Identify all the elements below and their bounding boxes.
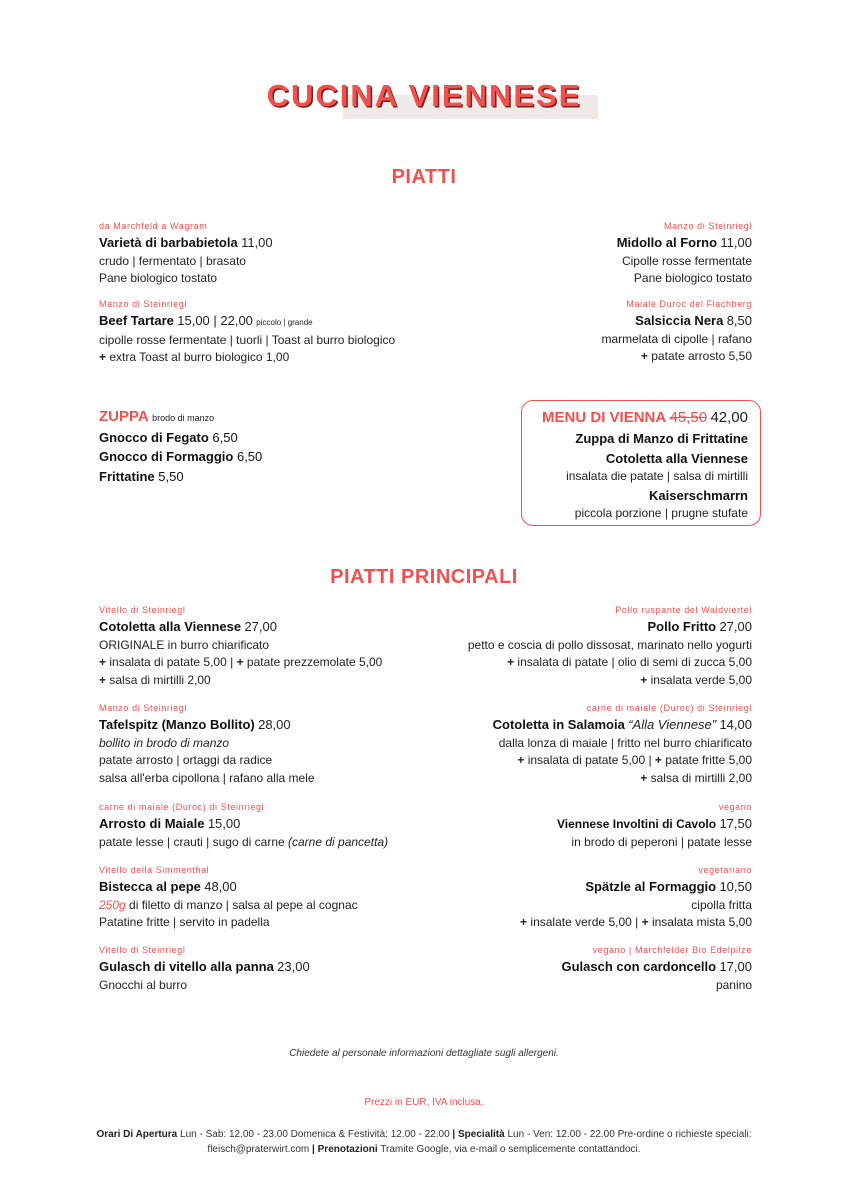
menu-course: Cotoletta alla Viennese [605, 450, 748, 466]
dish-category: Manzo di Steinriegl [99, 703, 187, 713]
dish-description: bollito in brodo di manzo [99, 735, 230, 750]
dish-bistecca [99, 864, 429, 932]
dish-category: Maiale Duroc del Flachberg [626, 299, 752, 309]
dish-side: patate arrosto | ortaggi da radice [99, 753, 273, 767]
dish-name: Beef Tartare [99, 313, 174, 328]
dish-price: 23,00 [277, 959, 310, 974]
dish-price: 28,00 [258, 717, 291, 732]
dish-name: Gulasch di vitello alla panna [99, 959, 274, 974]
dish-extra-text: insalata verde 5,00 [647, 672, 752, 687]
dish-category: Vitello di Steinriegl [99, 605, 186, 615]
plus-icon: + [99, 655, 107, 669]
dish-spaetzle [422, 864, 752, 932]
menu-new-price: 42,00 [710, 409, 748, 426]
dish-description: patate lesse | crauti | sugo di carne [99, 834, 289, 849]
plus-icon: + [654, 753, 662, 767]
dish-involtini [422, 801, 752, 851]
dish-side: Gnocchi al burro [99, 977, 188, 992]
dish-price: 11,00 [241, 235, 273, 250]
dish-extra-text: insalata mista 5,00 [648, 915, 752, 929]
dish-extra-text: insalata di patate | olio di semi di zucca 5,00 [514, 655, 752, 669]
dish-category: da Marchfeld a Wagram [99, 221, 208, 231]
separator: | [312, 1144, 315, 1155]
zuppa-item-name: Gnocco di Fegato [99, 429, 209, 445]
dish-barbabietola [99, 220, 429, 288]
dish-category: Vitello della Simmenthal [99, 865, 210, 875]
dish-side: salsa all'erba cipollona | rafano alla mele [99, 770, 315, 785]
plus-icon: + [640, 672, 648, 687]
menu-course: Zuppa di Manzo di Frittatine [575, 431, 748, 446]
zuppa-item-name: Frittatine [99, 468, 155, 484]
dish-description-note: (carne di pancetta) [288, 834, 389, 849]
plus-icon: + [517, 753, 525, 767]
dish-extra-text: insalate verde 5,00 | [527, 915, 642, 929]
zuppa-item-name: Gnocco di Formaggio [99, 449, 234, 464]
dish-price: 15,00 | 22,00 [177, 313, 253, 328]
dish-category: carne di maiale (Duroc) di Steinriegl [99, 802, 265, 812]
dish-description: di filetto di manzo | salsa al pepe al cognac [125, 897, 358, 912]
zuppa-item-price: 6,50 [236, 449, 263, 464]
section-heading-piatti: PIATTI [391, 166, 457, 188]
dish-name-style: “Alla Viennese” [628, 717, 717, 732]
dish-description: petto e coscia di pollo dissosat, marinato nello yogurti [467, 637, 752, 652]
dish-price: 10,50 [719, 879, 752, 894]
dish-description: marmelata di cipolle | rafano [601, 331, 752, 346]
dish-category: Manzo di Steinriegl [99, 299, 187, 309]
dish-extra-text: salsa di mirtilli 2,00 [106, 672, 211, 687]
dish-extra [99, 349, 439, 367]
menu-di-vienna-box [521, 400, 761, 526]
dish-name: Gulasch con cardoncello [561, 959, 717, 974]
dish-extra-text: insalata di patate 5,00 | [106, 655, 237, 669]
dish-gulasch-vitello [99, 944, 429, 994]
menu-course-description: insalata die patate | salsa di mirtilli [566, 469, 748, 483]
dish-gulasch-cardoncello [422, 944, 752, 994]
dish-side: panino [715, 977, 752, 992]
prenotazioni-label: Prenotazioni [314, 1144, 378, 1155]
dish-category: Pollo ruspante del Waldviertel [615, 605, 752, 615]
dish-salsiccia [422, 298, 752, 366]
zuppa-item-price: 5,50 [158, 468, 184, 484]
dish-description: in brodo di peperoni | patate lesse [571, 834, 752, 849]
email-link[interactable]: fleisch@praterwirt.com [207, 1144, 313, 1155]
dish-name: Pollo Fritto [647, 619, 717, 634]
dish-description: ORIGINALE in burro chiarificato [99, 637, 270, 652]
dish-extra-text: patate fritte 5,00 [661, 753, 752, 767]
prices-note: Prezzi in EUR, IVA inclusa. [364, 1097, 484, 1108]
dish-midollo [422, 220, 752, 288]
dish-price: 48,00 [204, 879, 237, 894]
plus-icon: + [99, 350, 107, 364]
dish-name: Arrosto di Maiale [99, 816, 205, 831]
dish-extra-text: patate arrosto 5,50 [647, 349, 752, 363]
dish-side: Pane biologico tostato [99, 271, 218, 285]
dish-description: dalla lonza di maiale | fritto nel burro chiarificato [498, 735, 752, 750]
dish-beef-tartare [99, 298, 439, 367]
section-heading-principali: PIATTI PRINCIPALI [330, 566, 518, 588]
plus-icon: + [641, 915, 649, 929]
plus-icon: + [640, 349, 648, 363]
dish-size-note: piccolo | grande [256, 318, 313, 327]
allergen-note: Chiedete al personale informazioni dettagliate sugli allergeni. [289, 1048, 559, 1059]
dish-price: 17,50 [719, 816, 752, 831]
dish-price: 15,00 [207, 816, 241, 831]
dish-name: Midollo al Forno [616, 235, 718, 250]
dish-description: Cipolle rosse fermentate [621, 253, 752, 268]
dish-extra-text: patate prezzemolate 5,00 [243, 655, 383, 669]
dish-cotoletta-salamoia [402, 702, 752, 787]
dish-name: Tafelspitz (Manzo Bollito) [99, 717, 255, 732]
menu-title: MENU DI VIENNA [542, 409, 667, 426]
dish-price: 11,00 [720, 235, 752, 250]
dish-category: carne di maiale (Duroc) di Steinriegl [586, 703, 752, 713]
dish-arrosto [99, 801, 429, 851]
page-title: CUCINA VIENNESE [266, 78, 582, 113]
orari-text: Lun - Sab: 12.00 - 23.00 Domenica & Festività: 12.00 - 22.00 [177, 1129, 453, 1140]
separator: | [452, 1129, 456, 1140]
dish-description: cipolle rosse fermentate | tuorli | Toast al burro biologico [99, 332, 396, 347]
prenotazioni-text: Tramite Google, via e-mail o semplicemente contattandoci. [377, 1144, 641, 1155]
dish-price: 27,00 [244, 619, 277, 634]
dish-price: 14,00 [719, 717, 752, 732]
title-container [0, 78, 848, 114]
zuppa-subtitle: brodo di manzo [152, 413, 215, 423]
dish-weight: 250g [99, 897, 126, 912]
dish-category: vegano | Marchfelder Bio Edelpilze [592, 945, 752, 955]
dish-name: Viennese Involtini di Cavolo [556, 817, 717, 831]
dish-name: Salsiccia Nera [635, 313, 724, 328]
footer-info [40, 1127, 808, 1157]
dish-description: crudo | fermentato | brasato [99, 253, 246, 268]
dish-name: Bistecca al pepe [99, 879, 201, 894]
orari-label: Orari Di Apertura [96, 1129, 178, 1140]
dish-extra-text: salsa di mirtilli 2,00 [647, 770, 752, 785]
dish-category: Manzo di Steinriegl [664, 221, 752, 231]
dish-pollo [402, 604, 752, 689]
dish-name: Cotoletta alla Viennese [99, 619, 242, 634]
specialita-label: Specialità [455, 1129, 505, 1140]
dish-tafelspitz [99, 702, 429, 787]
plus-icon: + [236, 655, 244, 669]
plus-icon: + [520, 915, 528, 929]
menu-old-price: 45,50 [669, 409, 708, 426]
dish-description: cipolla fritta [691, 897, 752, 912]
dish-extra-text: insalata di patate 5,00 | [524, 753, 655, 767]
plus-icon: + [640, 770, 648, 785]
plus-icon: + [99, 672, 107, 687]
dish-category: Vitello di Steinriegl [99, 945, 186, 955]
plus-icon: + [507, 655, 515, 669]
dish-price: 8,50 [726, 313, 752, 328]
dish-extra [422, 348, 752, 366]
dish-cotoletta [99, 604, 439, 689]
dish-category: vegano [718, 802, 752, 812]
dish-price: 17,00 [719, 959, 752, 974]
dish-name: Cotoletta in Salamoia [492, 717, 625, 732]
zuppa-title: ZUPPA [99, 408, 149, 425]
menu-course: Kaiserschmarrn [649, 487, 748, 503]
menu-course-description: piccola porzione | prugne stufate [574, 506, 748, 520]
specialita-text: Lun - Ven: 12.00 - 22.00 Pre-ordine o richieste speciali: [504, 1129, 752, 1140]
dish-name: Varietà di barbabietola [99, 235, 238, 250]
dish-name: Spätzle al Formaggio [585, 879, 717, 894]
dish-extra-text: extra Toast al burro biologico 1,00 [106, 350, 290, 364]
dish-price: 27,00 [719, 619, 752, 634]
dish-side: Pane biologico tostato [633, 271, 752, 285]
zuppa-item-price: 6,50 [212, 429, 238, 445]
zuppa-block [99, 408, 429, 486]
dish-category: vegetariano [698, 865, 752, 875]
dish-side: Patatine fritte | servito in padella [99, 915, 270, 929]
